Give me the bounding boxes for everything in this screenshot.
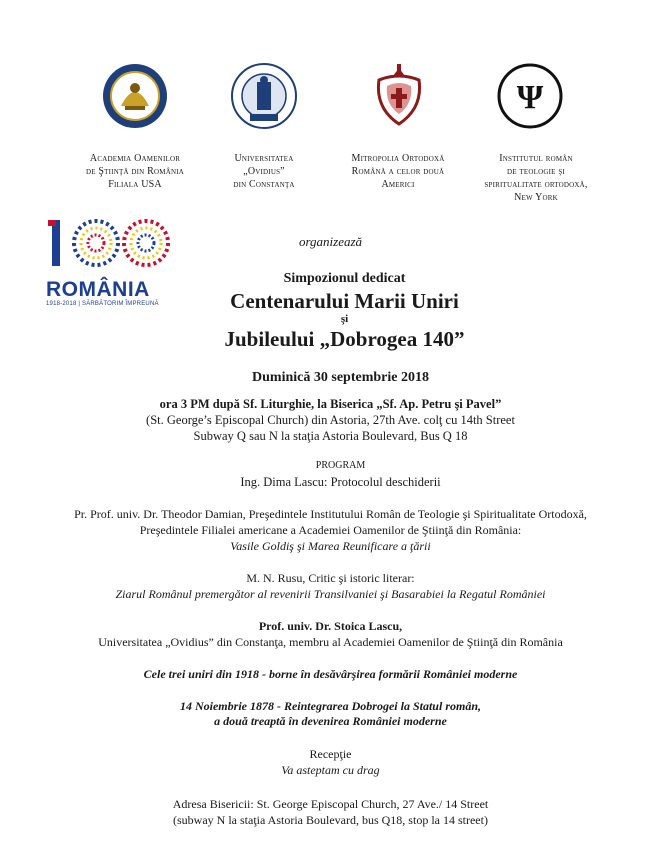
- organizer-line: spiritualitate ortodoxă,: [484, 179, 588, 190]
- reception-sub: Va asteptam cu drag: [281, 763, 380, 777]
- venue-line-2: (St. George’s Episcopal Church) din Astoria, 27th Ave. colţ cu 14th Street: [146, 413, 515, 427]
- event-date: Duminică 30 septembrie 2018: [252, 370, 429, 385]
- venue-line-3: Subway Q sau N la staţia Astoria Boulevard, Bus Q 18: [193, 429, 468, 443]
- organizer-ovidius: [189, 152, 339, 191]
- speaker1-line2: Preşedintele Filialei americane a Academiei Oamenilor de Ştiinţă din România:: [139, 523, 522, 537]
- title-dobrogea: Jubileului „Dobrogea 140”: [224, 327, 465, 351]
- organizeaza-text: organizează: [298, 234, 363, 249]
- organizer-line: Institutul român: [499, 153, 573, 164]
- organizer-line: Academia Oamenilor: [89, 153, 181, 164]
- organizer-line: de teologie şi: [507, 166, 565, 177]
- organizer-line: Americi: [381, 179, 415, 190]
- organizer-line: Universitatea: [234, 153, 294, 164]
- reception-label: Recepţie: [309, 747, 352, 761]
- organizer-line: Filiala USA: [108, 179, 162, 190]
- institute-emblem-icon: [496, 62, 564, 130]
- venue-line-1: ora 3 PM după Sf. Liturghie, la Biserica „Sf. Ap. Petru şi Pavel”: [159, 397, 502, 411]
- speaker2-line1: M. N. Rusu, Critic şi istoric literar:: [246, 571, 415, 585]
- speaker2-topic: Ziarul Românul premergător al revenirii Transilvaniei şi Basarabiei la Regatul României: [115, 587, 546, 601]
- organizer-mitropolia: [323, 152, 473, 191]
- symposium-subtitle: Simpozionul dedicat: [283, 271, 406, 286]
- organizer-line: Română a celor două: [351, 166, 445, 177]
- mitropolia-crest-icon: [365, 62, 433, 130]
- title-centenar: Centenarului Marii Uniri: [230, 289, 459, 313]
- academy-seal-icon: [101, 62, 169, 130]
- speaker3-topic-1: Cele trei uniri din 1918 - borne în desăvârşirea formării României moderne: [143, 667, 518, 681]
- organizer-institute: [456, 152, 616, 204]
- address-line-1: Adresa Bisericii: St. George Episcopal Church, 27 Ave./ 14 Street: [172, 797, 489, 811]
- speaker1-topic: Vasile Goldiş şi Marea Reunificare a ţării: [230, 539, 431, 553]
- centenary-word: ROMÂNIA: [46, 278, 150, 301]
- program-opening: Ing. Dima Lascu: Protocolul deschiderii: [240, 475, 441, 489]
- svg-text:Ψ: Ψ: [516, 79, 544, 116]
- speaker3-name: Prof. univ. Dr. Stoica Lascu,: [258, 619, 403, 633]
- ovidius-seal-icon: [230, 62, 298, 130]
- speaker3-affiliation: Universitatea „Ovidius” din Constanţa, membru al Academiei Oamenilor de Ştiinţă din România: [98, 635, 563, 649]
- organizer-line: Mitropolia Ortodoxă: [351, 153, 445, 164]
- organizer-academy: [60, 152, 210, 191]
- speaker3-topic-2b: a două treaptă în devenirea României moderne: [214, 714, 447, 728]
- organizer-line: „Ovidius”: [243, 166, 285, 177]
- address-line-2: (subway N la staţia Astoria Boulevard, bus Q18, stop la 14 street): [173, 813, 488, 827]
- organizer-line: New York: [514, 192, 558, 203]
- title-conjunction: şi: [340, 313, 349, 325]
- organizer-line: de Ştiinţă din România: [85, 166, 184, 177]
- speaker1-line1: Pr. Prof. univ. Dr. Theodor Damian, Preşedintele Institutului Român de Teologie şi Spiritualitate Ortodoxă,: [74, 507, 587, 521]
- organizer-line: din Constanţa: [233, 179, 295, 190]
- program-label: PROGRAM: [315, 460, 366, 471]
- centenary-tagline: 1918-2018 | SĂRBĂTORIM ÎMPREUNĂ: [46, 301, 159, 307]
- speaker3-topic-2a: 14 Noiembrie 1878 - Reintegrarea Dobrogei la Statul român,: [179, 699, 481, 713]
